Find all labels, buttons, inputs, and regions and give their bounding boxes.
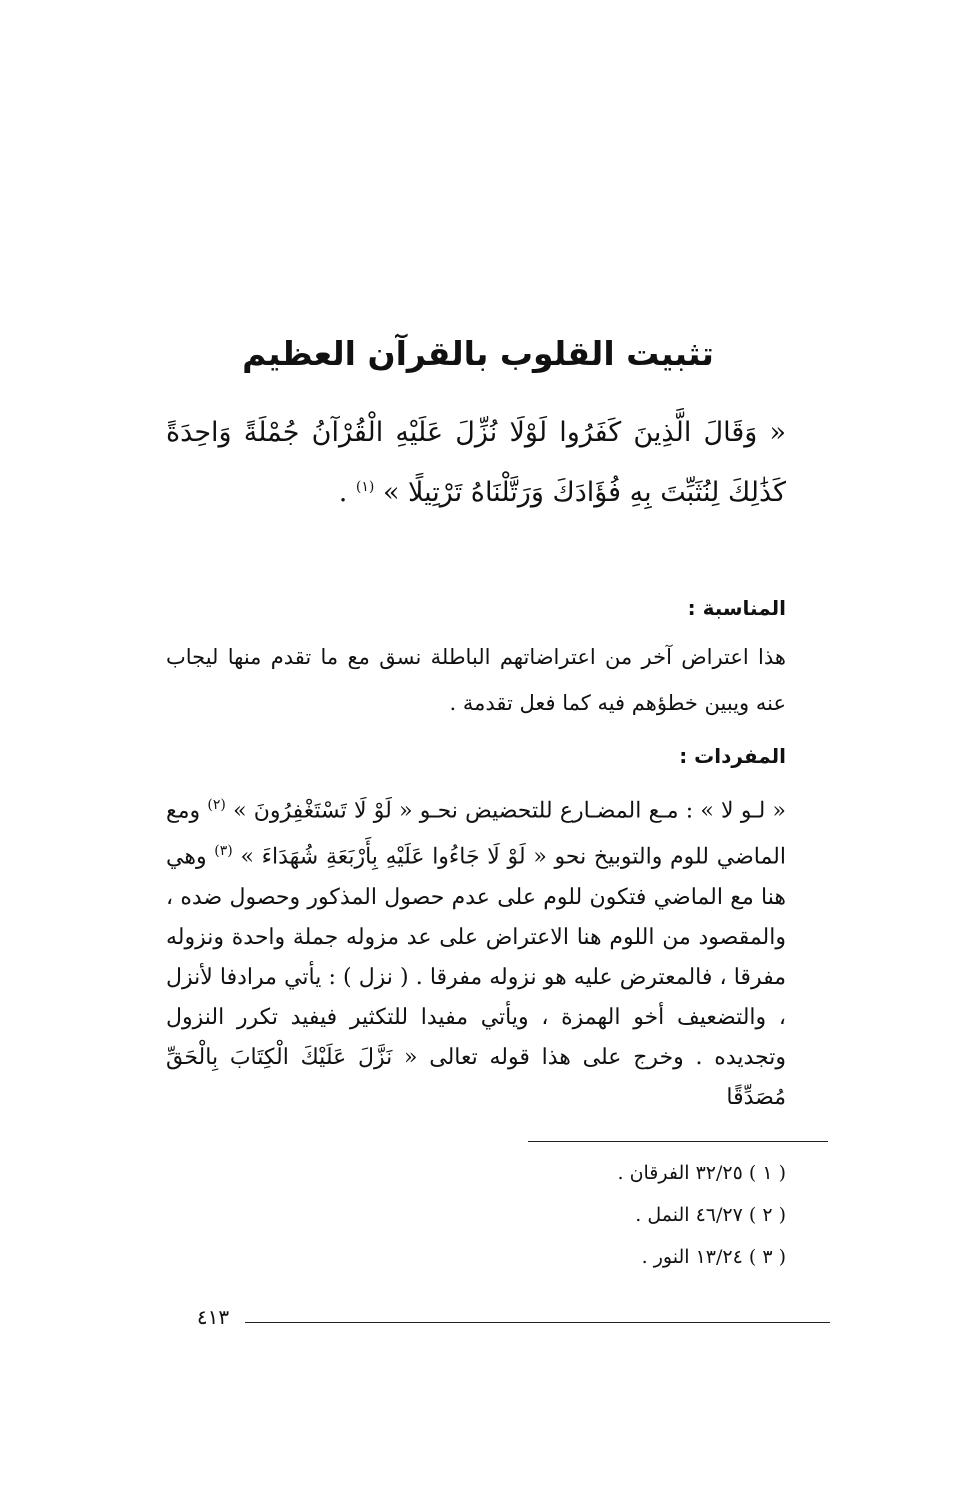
page-number: ٤١٣ (196, 1305, 230, 1329)
bottom-rule (245, 1322, 830, 1323)
page-title: تثبيت القلوب بالقرآن العظيم (242, 334, 714, 373)
footnote-item: ( ٣ ) ١٣/٢٤ النور . (641, 1246, 786, 1268)
footnote-ref-1: (١) (355, 479, 375, 495)
footnote-item: ( ١ ) ٣٢/٢٥ الفرقان . (617, 1162, 786, 1184)
quran-verse (166, 405, 786, 520)
verse-end: . (338, 477, 348, 508)
verse-text: « وَقَالَ الَّذِينَ كَفَرُوا لَوْلَا نُزِّلَ عَلَيْهِ الْقُرْآنُ جُمْلَةً وَاحِدَةً كَذَٰلِكَ لِنُثَبِّتَ بِهِ فُؤَادَكَ وَرَتَّلْنَاهُ تَرْتِيلًا » (166, 417, 786, 508)
section-heading-mufradat: المفردات : (679, 744, 786, 768)
mufradat-text-1: « لـو لا » : مـع المضـارع للتحضيض نحـو « لَوْ لَا تَسْتَغْفِرُونَ » (233, 798, 787, 824)
footnote-item: ( ٢ ) ٤٦/٢٧ النمل . (635, 1204, 786, 1226)
paragraph-mufradat (166, 785, 786, 1118)
footnotes-list (386, 1152, 786, 1278)
footnote-separator (528, 1141, 828, 1142)
paragraph-munasaba: هذا اعتراض آخر من اعتراضاتهم الباطلة نسق مع ما تقدم منها ليجاب عنه ويبين خطؤهم فيه كما فعل تقدمة . (166, 645, 786, 715)
section-heading-munasaba: المناسبة : (687, 596, 786, 620)
mufradat-text-2: ومع الماضي للوم والتوبيخ نحو « لَوْ لَا جَاءُوا عَلَيْهِ بِأَرْبَعَةِ شُهَدَاءَ » (166, 798, 786, 870)
footnote-ref-3: (٣) (214, 843, 233, 860)
mufradat-text-3: وهي هنا مع الماضي فتكون للوم على عدم حصول المذكور وحصول ضده ، والمقصود من اللوم هنا الاعتراض على عد مزوله جملة واحدة ونزوله مفرقا ، فالمعترض عليه هو نزوله مفرقا . ( نزل ) : يأتي مرادفا لأنزل ، والتضعيف أخو الهمزة ، ويأتي مفيدا للتكثير فيفيد تكرر النزول وتجديده . وخرج على هذا قوله تعالى « نَزَّلَ عَلَيْكَ الْكِتَابَ بِالْحَقِّ مُصَدِّقًا (166, 844, 786, 1110)
footnote-ref-2: (٢) (207, 797, 226, 813)
